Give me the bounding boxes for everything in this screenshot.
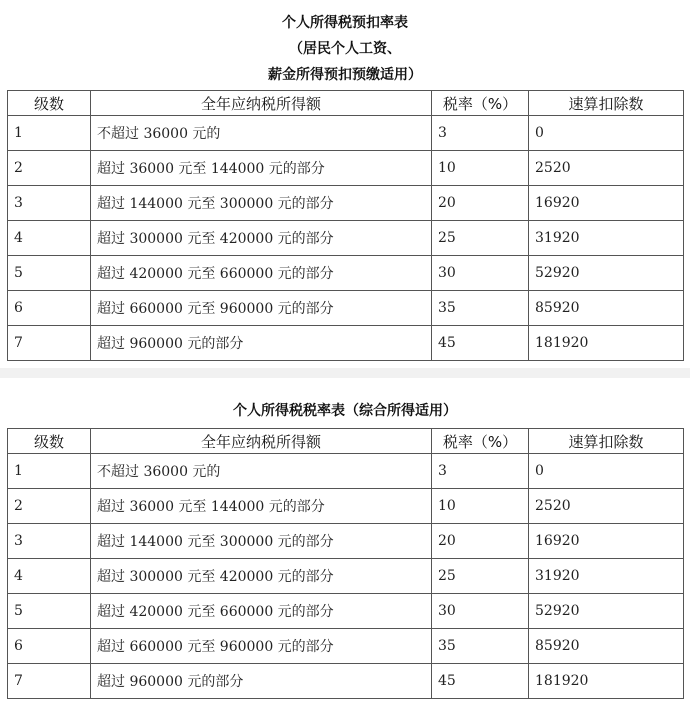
cell-level: 7: [8, 326, 91, 361]
cell-deduction: 181920: [529, 664, 684, 699]
comprehensive-income-rate-table: [7, 428, 684, 699]
cell-level: 5: [8, 256, 91, 291]
table-row: [8, 594, 684, 629]
cell-level: 5: [8, 594, 91, 629]
cell-level: 2: [8, 489, 91, 524]
cell-deduction: 85920: [529, 629, 684, 664]
cell-deduction: 16920: [529, 524, 684, 559]
table-row: [8, 559, 684, 594]
cell-deduction: 31920: [529, 559, 684, 594]
cell-deduction: 181920: [529, 326, 684, 361]
cell-rate: 3: [432, 116, 529, 151]
cell-deduction: 52920: [529, 256, 684, 291]
cell-rate: 35: [432, 291, 529, 326]
cell-income-range: 超过 36000 元至 144000 元的部分: [91, 151, 432, 186]
cell-deduction: 0: [529, 454, 684, 489]
cell-deduction: 85920: [529, 291, 684, 326]
table1-title-line-2: （居民个人工资、: [289, 41, 401, 57]
cell-rate: 10: [432, 151, 529, 186]
cell-income-range: 超过 960000 元的部分: [91, 326, 432, 361]
header-tax-rate: 税率（%）: [432, 91, 529, 116]
cell-deduction: 0: [529, 116, 684, 151]
cell-deduction: 16920: [529, 186, 684, 221]
header-level: 级数: [8, 429, 91, 454]
table-header-row: [8, 429, 684, 454]
cell-deduction: 31920: [529, 221, 684, 256]
header-taxable-income: 全年应纳税所得额: [91, 429, 432, 454]
header-taxable-income: 全年应纳税所得额: [91, 91, 432, 116]
cell-rate: 3: [432, 454, 529, 489]
cell-rate: 45: [432, 664, 529, 699]
cell-rate: 25: [432, 559, 529, 594]
cell-rate: 10: [432, 489, 529, 524]
section-divider: [0, 368, 690, 378]
cell-rate: 20: [432, 186, 529, 221]
cell-income-range: 不超过 36000 元的: [91, 454, 432, 489]
table-row: [8, 256, 684, 291]
cell-income-range: 超过 660000 元至 960000 元的部分: [91, 291, 432, 326]
withholding-rate-table: [7, 90, 684, 361]
cell-deduction: 52920: [529, 594, 684, 629]
cell-rate: 30: [432, 256, 529, 291]
cell-deduction: 2520: [529, 151, 684, 186]
table1-title-line-3: 薪金所得预扣预缴适用）: [268, 67, 422, 83]
header-level: 级数: [8, 91, 91, 116]
header-tax-rate: 税率（%）: [432, 429, 529, 454]
table-row: [8, 116, 684, 151]
cell-income-range: 超过 960000 元的部分: [91, 664, 432, 699]
cell-rate: 30: [432, 594, 529, 629]
table-row: [8, 489, 684, 524]
table-row: [8, 186, 684, 221]
table-row: [8, 326, 684, 361]
table-header-row: [8, 91, 684, 116]
cell-level: 7: [8, 664, 91, 699]
header-quick-deduction: 速算扣除数: [529, 91, 684, 116]
cell-level: 6: [8, 291, 91, 326]
cell-level: 4: [8, 221, 91, 256]
cell-deduction: 2520: [529, 489, 684, 524]
table-row: [8, 454, 684, 489]
cell-level: 4: [8, 559, 91, 594]
cell-income-range: 超过 144000 元至 300000 元的部分: [91, 186, 432, 221]
table-row: [8, 524, 684, 559]
cell-income-range: 超过 36000 元至 144000 元的部分: [91, 489, 432, 524]
cell-income-range: 超过 420000 元至 660000 元的部分: [91, 256, 432, 291]
table1-title-line-1: 个人所得税预扣率表: [282, 15, 408, 31]
cell-level: 1: [8, 454, 91, 489]
header-quick-deduction: 速算扣除数: [529, 429, 684, 454]
table-row: [8, 664, 684, 699]
table-row: [8, 221, 684, 256]
cell-rate: 45: [432, 326, 529, 361]
cell-level: 3: [8, 186, 91, 221]
cell-income-range: 超过 300000 元至 420000 元的部分: [91, 559, 432, 594]
cell-level: 3: [8, 524, 91, 559]
cell-income-range: 超过 660000 元至 960000 元的部分: [91, 629, 432, 664]
cell-level: 1: [8, 116, 91, 151]
table-row: [8, 629, 684, 664]
cell-income-range: 不超过 36000 元的: [91, 116, 432, 151]
cell-income-range: 超过 420000 元至 660000 元的部分: [91, 594, 432, 629]
table-row: [8, 151, 684, 186]
cell-income-range: 超过 144000 元至 300000 元的部分: [91, 524, 432, 559]
cell-rate: 20: [432, 524, 529, 559]
table-row: [8, 291, 684, 326]
cell-rate: 35: [432, 629, 529, 664]
cell-level: 6: [8, 629, 91, 664]
cell-income-range: 超过 300000 元至 420000 元的部分: [91, 221, 432, 256]
table2-title: 个人所得税税率表（综合所得适用）: [233, 403, 457, 419]
cell-rate: 25: [432, 221, 529, 256]
cell-level: 2: [8, 151, 91, 186]
